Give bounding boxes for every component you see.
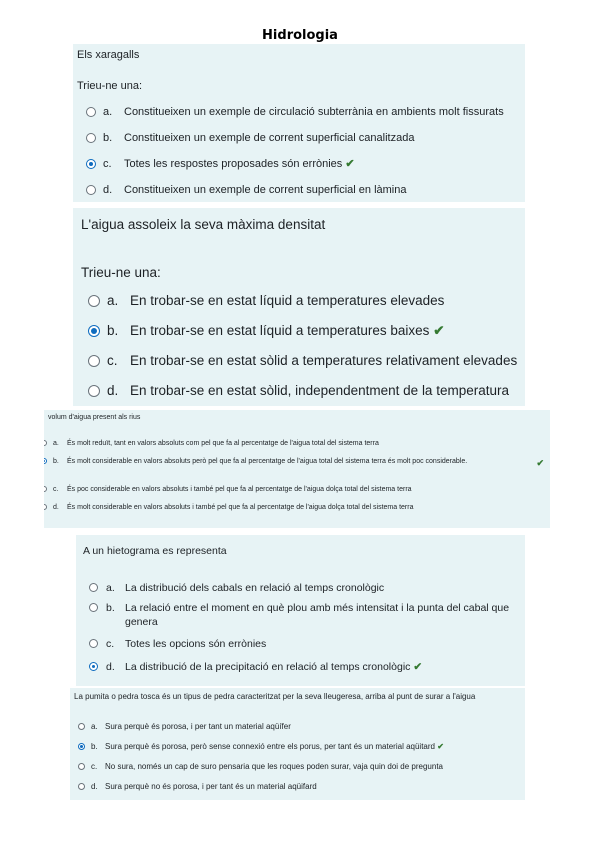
correct-check-icon: ✔ bbox=[437, 742, 444, 751]
answer-option-a[interactable] bbox=[74, 721, 525, 741]
option-text: Constitueixen un exemple de corrent superficial en làmina bbox=[124, 184, 407, 196]
radio-button[interactable] bbox=[89, 583, 98, 592]
answer-option-b[interactable] bbox=[83, 601, 525, 637]
option-letter: c. bbox=[91, 762, 98, 771]
option-text bbox=[124, 157, 525, 171]
option-text: És molt reduït, tant en valors absoluts com pel que fa al percentatge de l'aigua total del sistema terra bbox=[67, 440, 379, 447]
answer-prompt: Trieu-ne una: bbox=[81, 265, 161, 280]
radio-button[interactable] bbox=[78, 723, 85, 730]
option-letter: c. bbox=[106, 638, 115, 650]
option-letter: a. bbox=[53, 440, 59, 447]
radio-button[interactable] bbox=[88, 295, 100, 307]
option-text: En trobar-se en estat sòlid a temperatures relativament elevades bbox=[130, 353, 518, 368]
option-text: Totes les opcions són errònies bbox=[125, 638, 267, 650]
answer-option-d[interactable] bbox=[74, 781, 525, 800]
option-text bbox=[130, 322, 525, 340]
answer-option-d[interactable] bbox=[77, 183, 525, 202]
option-letter: d. bbox=[106, 661, 115, 673]
radio-button[interactable] bbox=[88, 355, 100, 367]
correct-check-icon: ✔ bbox=[413, 661, 423, 673]
radio-button-selected[interactable] bbox=[88, 325, 100, 337]
answer-option-a[interactable] bbox=[81, 292, 525, 322]
answer-prompt: Trieu-ne una: bbox=[77, 80, 143, 92]
option-letter: b. bbox=[91, 742, 98, 751]
option-letter: b. bbox=[107, 323, 119, 338]
radio-button-selected[interactable] bbox=[78, 743, 85, 750]
option-text: És poc considerable en valors absoluts i també pel que fa al percentatge de l'aigua dolça total del sistema terra bbox=[67, 486, 412, 493]
question-block-3 bbox=[44, 410, 550, 528]
option-letter: a. bbox=[106, 582, 115, 594]
option-text bbox=[125, 660, 525, 674]
option-letter: d. bbox=[91, 782, 98, 791]
option-text: En trobar-se en estat líquid a temperatures elevades bbox=[130, 293, 445, 308]
answer-option-c[interactable] bbox=[48, 485, 550, 503]
option-text: Constitueixen un exemple de circulació subterrània en ambients molt fissurats bbox=[124, 106, 504, 118]
option-text: La relació entre el moment en què plou amb més intensitat i la punta del cabal que genera bbox=[125, 602, 510, 628]
option-letter: b. bbox=[103, 132, 113, 144]
option-letter: d. bbox=[53, 504, 59, 511]
option-label: Sura perquè és porosa, però sense connexió entre els porus, per tant és un material aqüitard bbox=[105, 742, 435, 751]
answer-option-c[interactable] bbox=[81, 352, 525, 382]
answer-option-a[interactable] bbox=[48, 439, 550, 457]
correct-check-icon: ✔ bbox=[433, 323, 445, 338]
option-letter: b. bbox=[53, 458, 59, 465]
question-text: A un hietograma es representa bbox=[83, 545, 227, 557]
answer-option-b[interactable] bbox=[48, 457, 550, 485]
option-text: Sura perquè és porosa, i per tant un material aqüífer bbox=[105, 722, 291, 731]
radio-button-selected[interactable] bbox=[89, 662, 98, 671]
option-text: La distribució dels cabals en relació al temps cronològic bbox=[125, 582, 385, 594]
option-letter: c. bbox=[107, 353, 118, 368]
option-text: Constitueixen un exemple de corrent superficial canalitzada bbox=[124, 132, 415, 144]
option-text: És molt considerable en valors absoluts però pel que fa al percentatge de l'aigua total del sistema terra és molt poc considerable. bbox=[67, 458, 468, 465]
question-text: La pumita o pedra tosca és un tipus de pedra caracteritzat per la seva lleugeresa, arriba al punt de surar a l'aigua bbox=[74, 692, 476, 701]
option-text bbox=[105, 741, 525, 753]
correct-check-icon: ✔ bbox=[345, 158, 355, 170]
radio-button[interactable] bbox=[86, 133, 96, 143]
radio-button-selected[interactable] bbox=[44, 458, 47, 464]
question-block-4 bbox=[76, 535, 525, 686]
radio-button-selected[interactable] bbox=[86, 159, 96, 169]
option-letter: d. bbox=[107, 383, 119, 398]
radio-button[interactable] bbox=[78, 763, 85, 770]
radio-button[interactable] bbox=[44, 504, 47, 510]
answer-option-b[interactable] bbox=[81, 322, 525, 352]
option-letter: a. bbox=[107, 293, 119, 308]
question-text: volum d'aigua present als rius bbox=[48, 414, 141, 421]
option-text: És molt considerable en valors absoluts i també pel que fa al percentatge de l'aigua dolça total del sistema terra bbox=[67, 504, 414, 511]
answer-option-a[interactable] bbox=[77, 105, 525, 131]
question-block-1 bbox=[73, 44, 525, 202]
radio-button[interactable] bbox=[89, 639, 98, 648]
answer-option-c[interactable] bbox=[74, 761, 525, 781]
option-text: No sura, només un cap de suro pensaria que les roques poden surar, vaja quin doi de pregunta bbox=[105, 762, 443, 771]
radio-button[interactable] bbox=[86, 185, 96, 195]
option-letter: a. bbox=[91, 722, 98, 731]
option-text: Sura perquè no és porosa, i per tant és un material aqüifard bbox=[105, 782, 317, 791]
correct-check-icon: ✔ bbox=[536, 458, 544, 468]
answer-option-c[interactable] bbox=[77, 157, 525, 183]
answer-option-d[interactable] bbox=[81, 382, 525, 406]
answer-option-d[interactable] bbox=[83, 660, 525, 680]
option-letter: b. bbox=[106, 602, 115, 614]
answer-option-b[interactable] bbox=[77, 131, 525, 157]
option-label: La distribució de la precipitació en relació al temps cronològic bbox=[125, 661, 411, 673]
option-letter: a. bbox=[103, 106, 113, 118]
radio-button[interactable] bbox=[78, 783, 85, 790]
option-label: Totes les respostes proposades són errònies bbox=[124, 158, 343, 170]
answer-option-b[interactable] bbox=[74, 741, 525, 761]
question-block-2 bbox=[73, 208, 525, 406]
question-block-5 bbox=[70, 688, 525, 800]
answer-option-c[interactable] bbox=[83, 637, 525, 660]
option-label: En trobar-se en estat líquid a temperatures baixes bbox=[130, 323, 430, 338]
option-text: En trobar-se en estat sòlid, independentment de la temperatura bbox=[130, 383, 509, 398]
radio-button[interactable] bbox=[89, 603, 98, 612]
question-text: Els xaragalls bbox=[77, 49, 140, 61]
document-title: Hidrologia bbox=[262, 28, 338, 43]
option-letter: c. bbox=[103, 158, 112, 170]
radio-button[interactable] bbox=[44, 440, 47, 446]
answer-option-d[interactable] bbox=[48, 503, 550, 519]
question-text: L'aigua assoleix la seva màxima densitat bbox=[81, 217, 326, 232]
option-letter: c. bbox=[53, 486, 59, 493]
radio-button[interactable] bbox=[44, 486, 47, 492]
radio-button[interactable] bbox=[86, 107, 96, 117]
radio-button[interactable] bbox=[88, 385, 100, 397]
option-letter: d. bbox=[103, 184, 113, 196]
answer-option-a[interactable] bbox=[83, 581, 525, 601]
